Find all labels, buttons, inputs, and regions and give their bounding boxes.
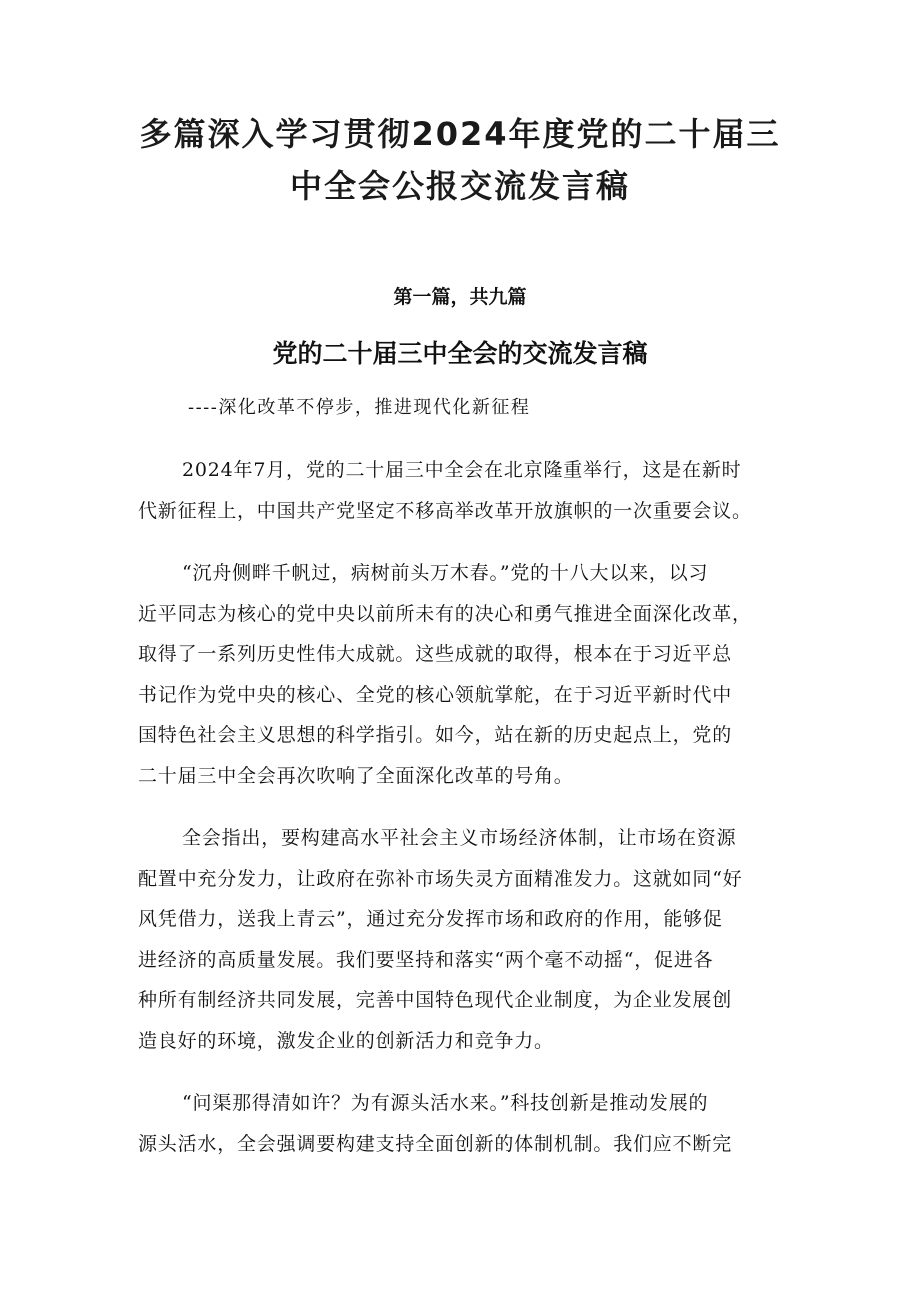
- body-text: [138, 450, 798, 1186]
- section-title: 党的二十届三中全会的交流发言稿: [272, 339, 648, 368]
- paragraph-line: 取得了一系列历史性伟大成就。这些成就的取得，根本在于习近平总: [138, 643, 733, 665]
- paragraph-line: 全会指出，要构建高水平社会主义市场经济体制，让市场在资源: [182, 827, 737, 849]
- section-subtitle: ----深化改革不停步，推进现代化新征程: [188, 397, 531, 418]
- paragraph-line: 种所有制经济共同发展，完善中国特色现代企业制度，为企业发展创: [138, 989, 733, 1011]
- paragraph-line: 近平同志为核心的党中央以前所未有的决心和勇气推进全面深化改革，: [138, 602, 752, 625]
- paragraph-line: 代新征程上，中国共产党坚定不移高举改革开放旗帜的一次重要会议。: [138, 499, 752, 522]
- paragraph: [138, 450, 798, 531]
- paragraph-line: “问渠那得清如许？为有源头活水来。”科技创新是推动发展的: [182, 1092, 709, 1114]
- paragraph-line: 造良好的环境，激发企业的创新活力和竞争力。: [138, 1029, 554, 1052]
- part-label: 第一篇，共九篇: [393, 286, 527, 308]
- paragraph-line: 源头活水，全会强调要构建支持全面创新的体制机制。我们应不断完: [138, 1132, 733, 1155]
- paragraph-line: 进经济的高质量发展。我们要坚持和落实“两个毫不动摇“，促进各: [138, 948, 714, 971]
- paragraph-line: “沉舟侧畔千帆过，病树前头万木春。”党的十八大以来，以习: [182, 562, 709, 584]
- paragraph: [138, 818, 798, 1061]
- paragraph-line: 2024年7月，党的二十届三中全会在北京隆重举行，这是在新时: [182, 459, 742, 481]
- document-title-line: 中全会公报交流发言稿: [289, 167, 630, 205]
- paragraph: [138, 1083, 798, 1164]
- document-title: [120, 108, 800, 212]
- paragraph: [138, 553, 798, 796]
- paragraph-line: 书记作为党中央的核心、全党的核心领航掌舵，在于习近平新时代中: [138, 683, 733, 706]
- paragraph-line: 二十届三中全会再次吹响了全面深化改革的号角。: [138, 764, 574, 787]
- paragraph-line: 配置中充分发力，让政府在弥补市场失灵方面精准发力。这就如同“好: [138, 867, 743, 890]
- document-title-line: 多篇深入学习贯彻2024年度党的二十届三: [139, 115, 781, 153]
- paragraph-line: 国特色社会主义思想的科学指引。如今，站在新的历史起点上，党的: [138, 724, 733, 746]
- paragraph-line: 风凭借力，送我上青云”，通过充分发挥市场和政府的作用，能够促: [138, 908, 723, 930]
